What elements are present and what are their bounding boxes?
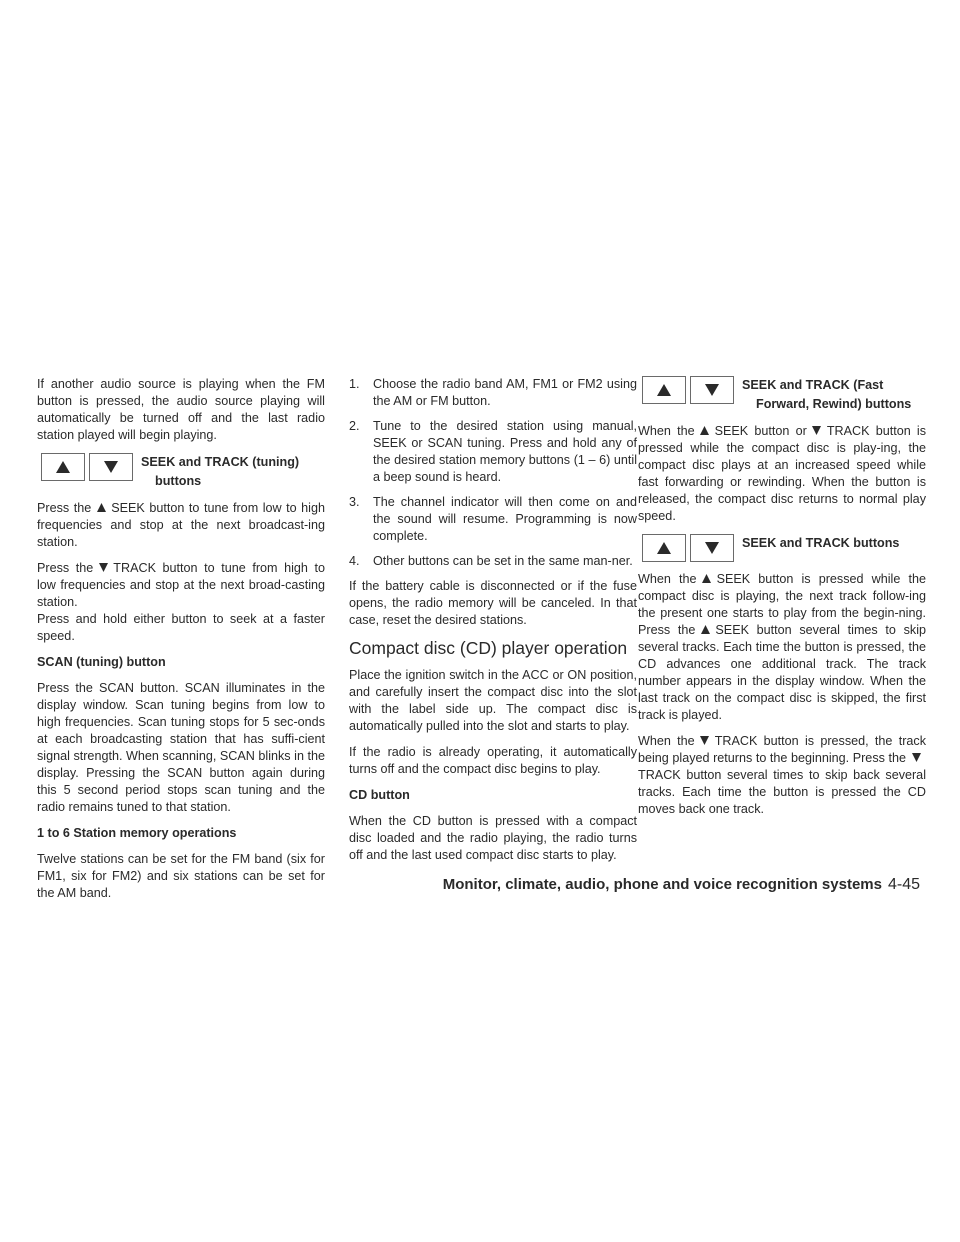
seek-track-buttons-heading: SEEK and TRACK buttons [742, 536, 900, 550]
list-item: 3. The channel indicator will then come on and the sound will resume. Programming is now complete. [349, 495, 637, 543]
cd-button-heading: CD button [349, 788, 410, 802]
fast-forward-rewind-heading: SEEK and TRACK (Fast Forward, Rewind) buttons [742, 378, 912, 411]
seek-up-inline-icon [697, 571, 717, 583]
paragraph-radio-operating: If the radio is already operating, it automatically turns off and the compact disc begins to play. [349, 745, 637, 776]
scan-heading: SCAN (tuning) button [37, 655, 166, 669]
paragraph-fast-forward: When the SEEK button or TRACK button is pressed while the compact disc is play-ing, the compact disc plays at an increased speed while fast forwarding or rewinding. When the button is released, the compact disc returns to normal play speed. [638, 424, 927, 523]
track-down-button-icon [690, 376, 734, 404]
paragraph-next-track: When the SEEK button is pressed while the compact disc is playing, the next track follow-ing the present one starts to play from the begin-ning. Press the SEEK button several times to skip several tracks. Each time the button is pressed, the CD advances one additional track. The track number appears in the display window. When the last track on the compact disc is skipped, the first track is played. [638, 572, 927, 722]
track-down-button-icon [89, 453, 133, 481]
page-footer [443, 876, 920, 894]
seek-up-button-icon [41, 453, 85, 481]
seek-up-inline-icon [91, 500, 111, 512]
seek-track-tuning-header [37, 453, 325, 491]
seek-up-inline-icon [695, 622, 715, 634]
seek-up-button-icon [642, 534, 686, 562]
paragraph-track-down: Press the TRACK button to tune from high to low frequencies and stop at the next broad-casting station. [37, 561, 325, 609]
paragraph-cd-button: When the CD button is pressed with a compact disc loaded and the radio playing, the radio turns off and the last used compact disc starts to play. [349, 814, 637, 862]
paragraph-battery: If the battery cable is disconnected or if the fuse opens, the radio memory will be canceled. In that case, reset the desired stations. [349, 579, 637, 627]
column-left [37, 376, 325, 911]
track-down-button-icon [690, 534, 734, 562]
memory-steps-list [349, 376, 637, 570]
column-middle [349, 376, 637, 873]
fast-forward-rewind-header [638, 376, 926, 414]
track-down-inline-icon [695, 733, 715, 745]
paragraph-scan: Press the SCAN button. SCAN illuminates in the display window. Scan tuning begins from low to high frequencies. Scan tuning stops for 5 sec-onds at each broadcasting station that has suffi-cient signal strength. When scanning, SCAN blinks in the display. Pressing the SCAN button again during this 5 second period stops scan tuning and the radio remains tuned to that station. [37, 681, 325, 814]
station-memory-heading: 1 to 6 Station memory operations [37, 826, 237, 840]
paragraph-insert-disc: Place the ignition switch in the ACC or ON position, and carefully insert the compact disc into the slot with the label side up. The compact disc is automatically pulled into the slot and starts to play. [349, 668, 637, 733]
paragraph-seek-up: Press the SEEK button to tune from low to high frequencies and stop at the next broadcast-ing station. [37, 501, 325, 549]
seek-track-buttons-header [638, 534, 926, 562]
seek-track-tuning-heading: SEEK and TRACK (tuning) buttons [141, 455, 300, 488]
seek-track-button-pair [642, 376, 734, 404]
cd-section-title: Compact disc (CD) player operation [349, 638, 628, 658]
seek-up-inline-icon [695, 423, 715, 435]
seek-track-button-pair [41, 453, 133, 481]
list-item: 2. Tune to the desired station using manual, SEEK or SCAN tuning. Press and hold any of the desired station memory buttons (1 – 6) until a beep sound is heard. [349, 419, 637, 484]
seek-up-button-icon [642, 376, 686, 404]
column-right [638, 376, 926, 827]
paragraph-fm-source: If another audio source is playing when the FM button is pressed, the audio source playing will automatically be turned off and the last radio station played will begin playing. [37, 377, 325, 442]
footer-chapter-title: Monitor, climate, audio, phone and voice recognition systems [442, 876, 882, 893]
list-item: 1. Choose the radio band AM, FM1 or FM2 using the AM or FM button. [349, 377, 637, 408]
track-down-inline-icon [906, 750, 926, 762]
track-down-inline-icon [807, 423, 827, 435]
paragraph-station-memory: Twelve stations can be set for the FM band (six for FM1, six for FM2) and six stations can be set for the AM band. [37, 852, 325, 900]
track-down-inline-icon [93, 560, 113, 572]
paragraph-previous-track: When the TRACK button is pressed, the track being played returns to the beginning. Press theTRACK button several times to skip back several tracks. Each time the button is pressed the CD moves back one track. [638, 734, 927, 816]
list-item: 4. Other buttons can be set in the same man-ner. [349, 554, 633, 568]
seek-track-button-pair [642, 534, 734, 562]
page-number: 4-45 [887, 876, 920, 893]
paragraph-seek-faster: Press and hold either button to seek at a faster speed. [37, 612, 325, 643]
